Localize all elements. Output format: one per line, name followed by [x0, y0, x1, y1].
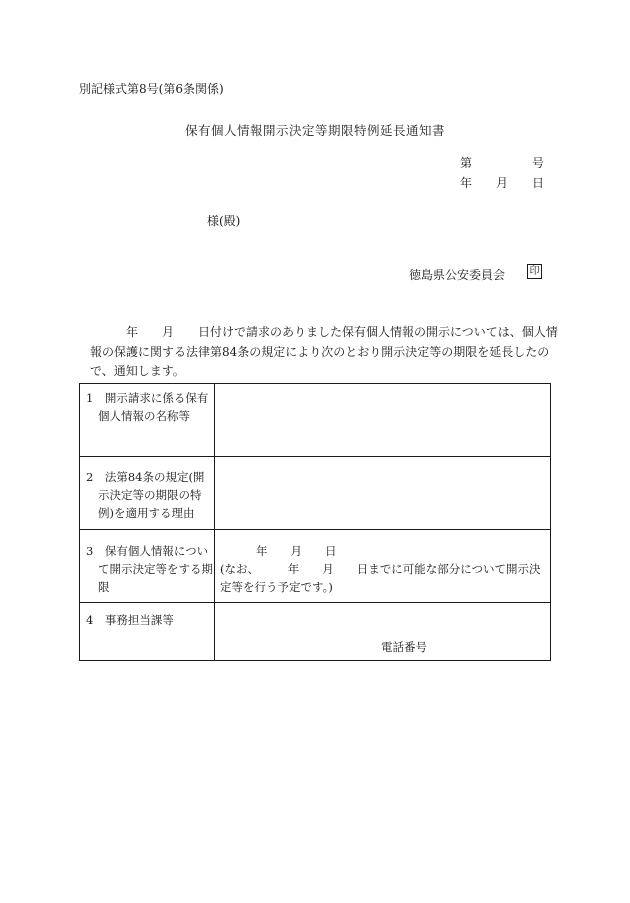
- body-text-line-1: 年 月 日付けで請求のありました保有個人情報の開示については、個人情: [126, 325, 558, 339]
- row2-value-field[interactable]: [216, 457, 549, 528]
- column-divider: [214, 384, 215, 660]
- row3-value: [220, 542, 541, 596]
- row2-label: [86, 468, 204, 522]
- document-date: 年 月 日: [460, 176, 545, 190]
- document-title: 保有個人情報開示決定等期限特例延長通知書: [184, 123, 445, 138]
- recipient-line: 様(殿): [207, 214, 241, 228]
- phone-number-label: 電話番号: [381, 640, 427, 654]
- row3-label-line-3: 限: [98, 580, 110, 594]
- row3-partial-note-line-2: 定等を行う予定です。): [220, 580, 333, 594]
- issuer-name: 徳島県公安委員会: [409, 268, 506, 282]
- row3-label: [86, 542, 213, 596]
- body-text-line-2: 報の保護に関する法律第84条の規定により次のとおり開示決定等の期限を延長したの: [90, 345, 550, 359]
- row4-label: [86, 611, 174, 629]
- row2-label-line-1: 2 法第84条の規定(開: [86, 470, 205, 484]
- form-reference: 別記様式第8号(第6条関係): [79, 82, 224, 96]
- row-divider-2: [80, 529, 550, 530]
- row3-deadline-date: 年 月 日: [256, 544, 337, 558]
- extension-details-table: [79, 383, 551, 661]
- row3-label-line-1: 3 保有個人情報につい: [86, 544, 209, 558]
- row1-label-line-1: 1 開示請求に係る保有: [86, 391, 209, 405]
- row3-partial-note-line-1: (なお、 年 月 日までに可能な部分について開示決: [220, 562, 541, 576]
- row2-label-line-3: 例)を適用する理由: [98, 506, 195, 520]
- row4-label-line-1: 4 事務担当課等: [86, 613, 174, 627]
- row1-value-field[interactable]: [216, 384, 549, 455]
- document-number: 第 号: [460, 156, 545, 170]
- seal-mark: 印: [527, 264, 542, 279]
- row-divider-3: [80, 602, 550, 603]
- body-text-line-3: で、通知します。: [90, 364, 185, 378]
- row1-label: [86, 389, 208, 425]
- row3-label-line-2: て開示決定等をする期: [98, 562, 213, 576]
- row1-label-line-2: 個人情報の名称等: [98, 409, 190, 423]
- row2-label-line-2: 示決定等の期限の特: [98, 488, 202, 502]
